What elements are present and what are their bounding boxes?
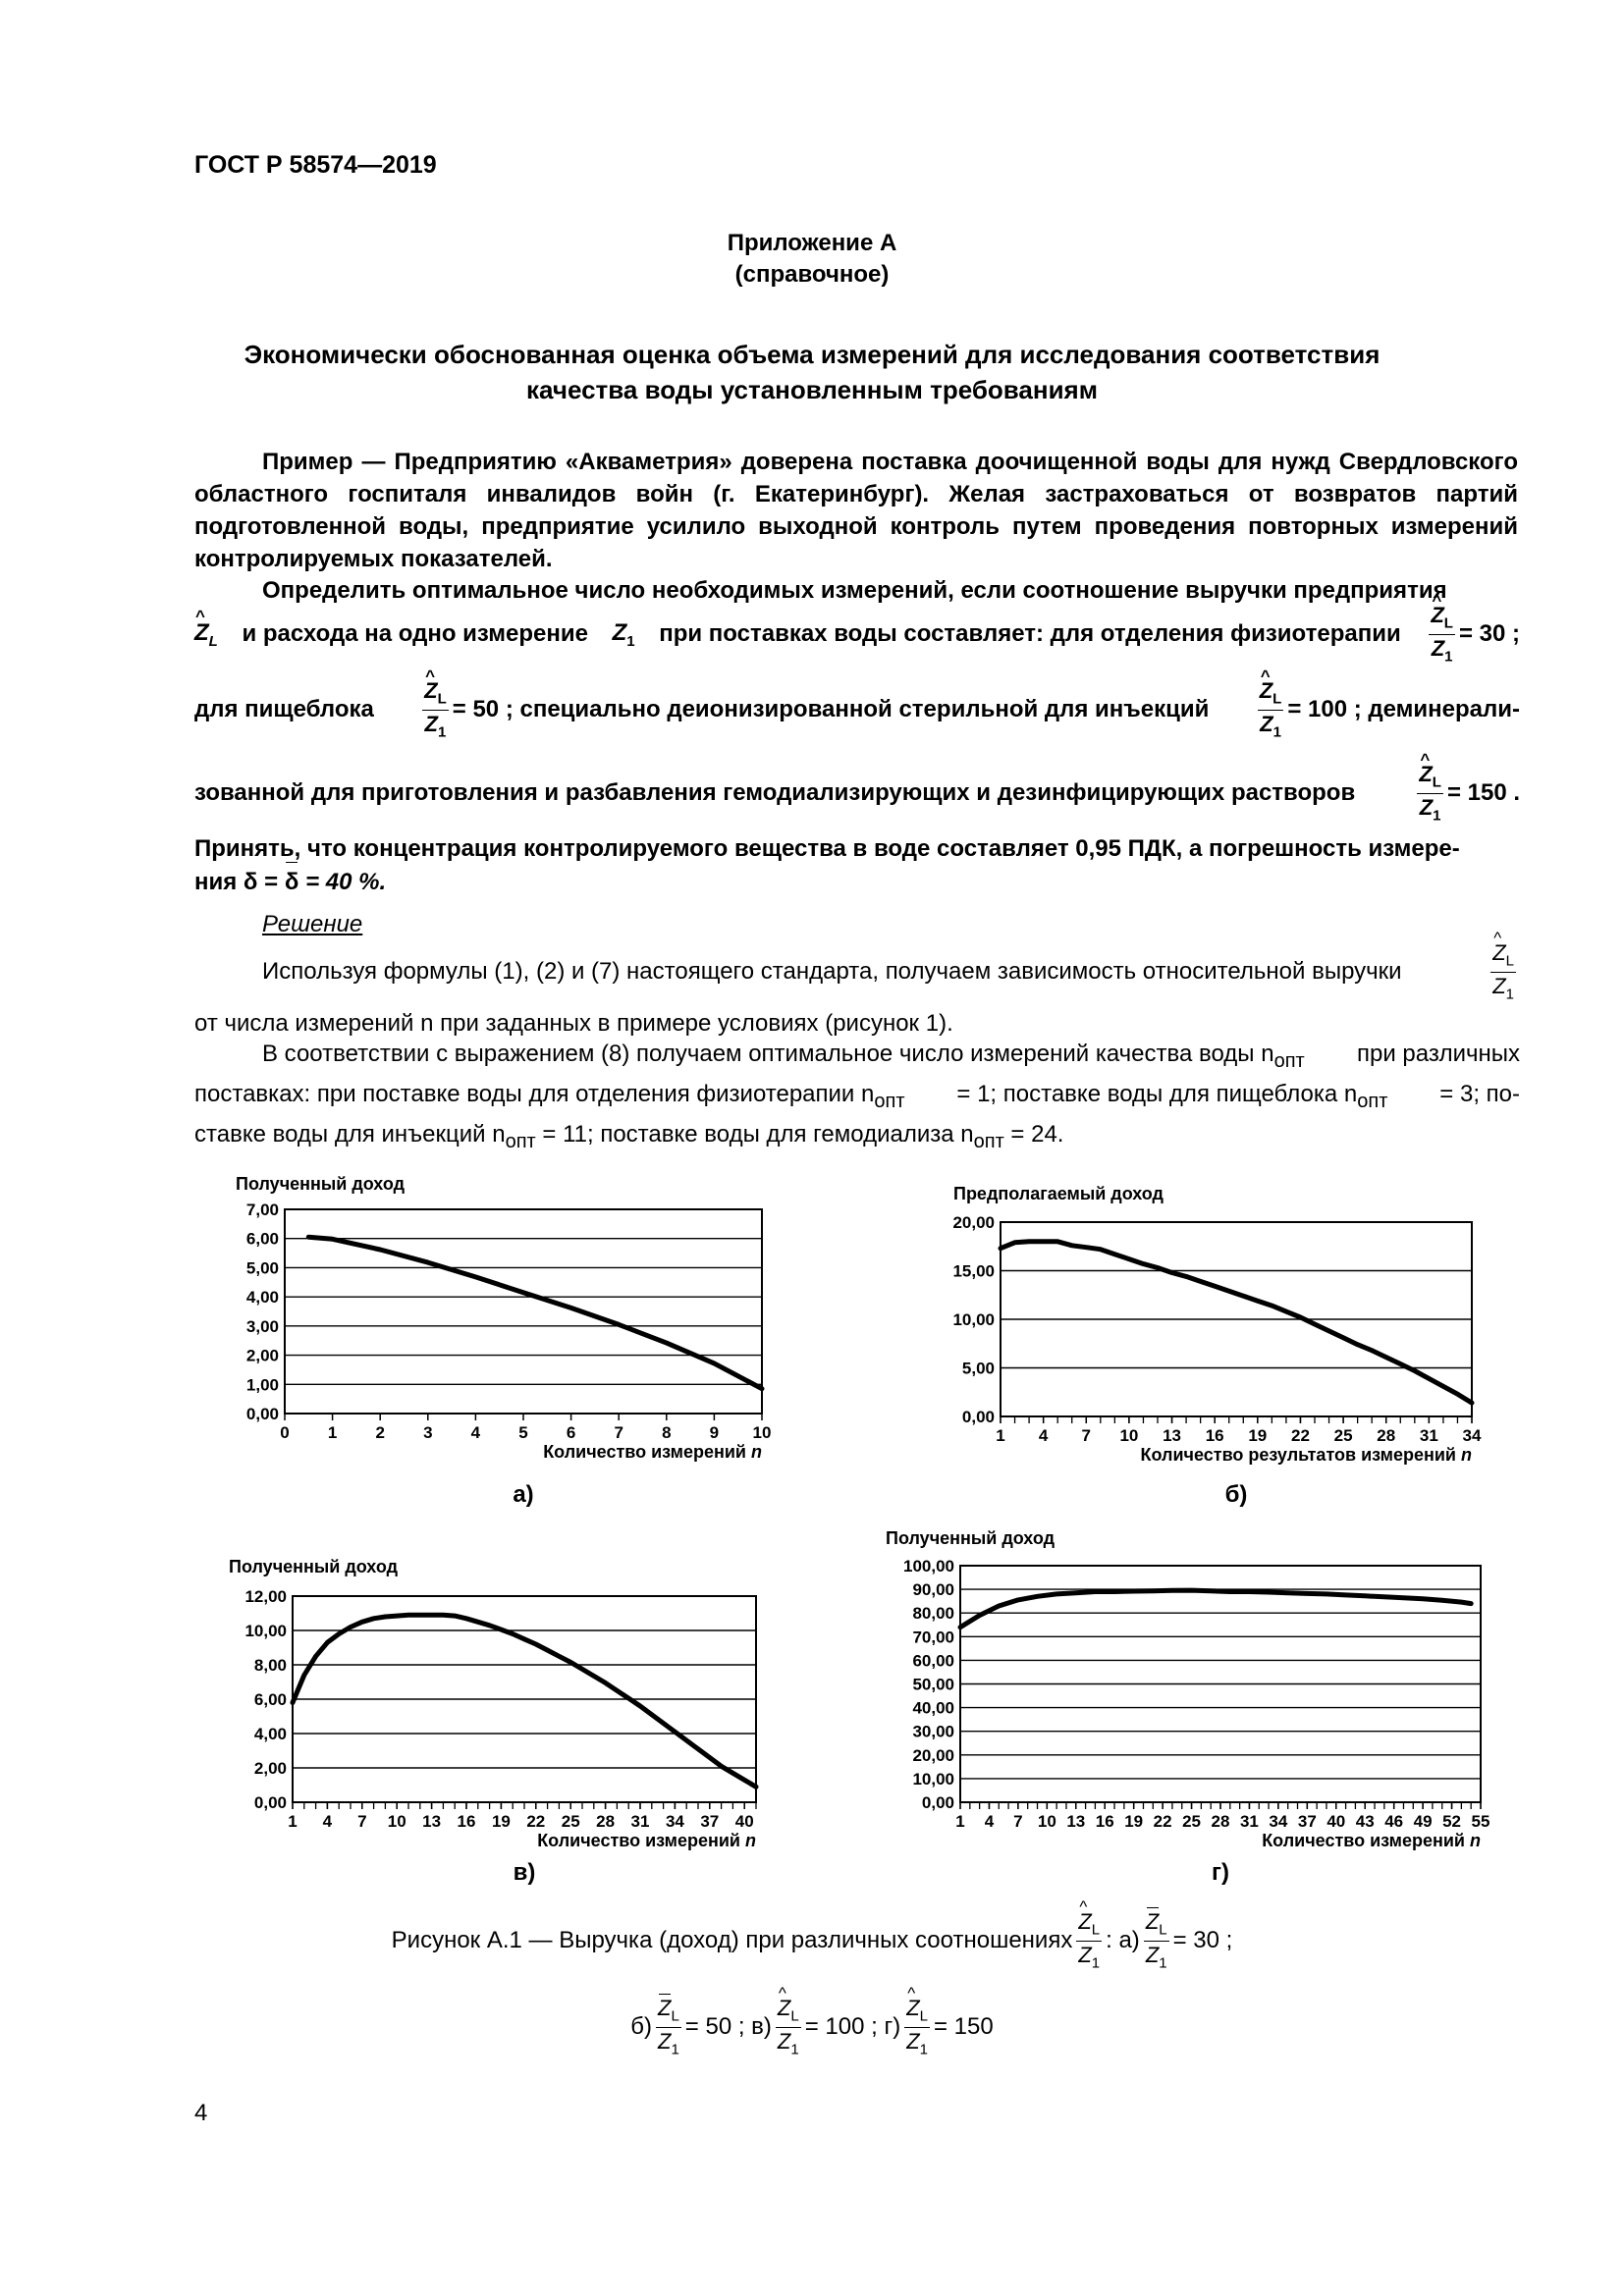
y-tick-label: 10,00: [952, 1310, 995, 1329]
y-tick-label: 4,00: [245, 1288, 279, 1308]
section-title-line1: Экономически обоснованная оценка объема измерений для исследования соответствия: [244, 340, 1380, 369]
series-line: [308, 1237, 762, 1389]
y-tick-label: 0,00: [253, 1793, 287, 1812]
y-tick-label: 10,00: [912, 1769, 954, 1789]
figure-caption-line2: [0, 1989, 1624, 2065]
y-tick-label: 3,00: [245, 1316, 279, 1336]
y-tick-label: 0,00: [245, 1405, 279, 1423]
ratio-text-food: для пищеблока: [194, 696, 374, 722]
x-tick-label: 5: [518, 1423, 528, 1442]
x-tick-label: 16: [457, 1812, 476, 1831]
caption-v-value: = 100 ; г): [804, 2013, 901, 2040]
caption-a-value: = 30 ;: [1172, 1927, 1233, 1953]
x-axis-title: Количество измерений n: [543, 1442, 762, 1462]
x-tick-label: 2: [375, 1423, 385, 1442]
y-tick-label: 12,00: [244, 1587, 287, 1606]
inline-math-zl: ^ $Z_L$: [194, 619, 218, 650]
fraction-zl-z1: ^ $\frac{Z_L}{Z_1}$: [904, 1998, 930, 2056]
fraction-zl-z1: ^ $\frac{Z_L}{Z_1}$: [1417, 764, 1443, 823]
y-axis-title: Полученный доход: [229, 1557, 399, 1576]
x-tick-label: 9: [709, 1423, 720, 1442]
x-tick-label: 13: [422, 1812, 442, 1831]
y-tick-label: 90,00: [912, 1580, 954, 1600]
caption-text: Рисунок А.1 — Выручка (доход) при различных соотношениях: [391, 1927, 1073, 1953]
x-tick-label: 34: [1462, 1426, 1482, 1445]
x-tick-label: 28: [1211, 1812, 1230, 1831]
x-tick-label: 10: [387, 1812, 406, 1831]
y-tick-label: 20,00: [952, 1213, 995, 1232]
caption-g-value: = 150: [934, 2013, 994, 2040]
x-tick-label: 1: [327, 1423, 338, 1442]
y-axis-title: Полученный доход: [236, 1174, 406, 1194]
chart-b: [952, 1184, 1482, 1508]
x-tick-label: 37: [1297, 1812, 1317, 1831]
fraction-zl-bar-z1: $\frac{Z_L}{Z_1}$: [658, 1996, 679, 2057]
page-number: 4: [194, 2100, 208, 2126]
x-tick-label: 16: [1205, 1426, 1224, 1445]
x-tick-label: 31: [1239, 1812, 1259, 1831]
appendix-type: (справочное): [734, 261, 890, 288]
panel-label: б): [1224, 1481, 1248, 1508]
y-tick-label: 50,00: [912, 1675, 954, 1694]
x-tick-label: 22: [1153, 1812, 1172, 1831]
ratio-physio-value: = 30 ;: [1458, 620, 1520, 647]
ratio-text-dialysis: зованной для приготовления и разбавления гемодиализирующих и дезинфицирующих растворов: [194, 779, 1356, 806]
inline-math-z1: $Z_1$: [612, 618, 635, 650]
x-tick-label: 49: [1413, 1812, 1433, 1831]
y-tick-label: 15,00: [952, 1261, 995, 1281]
x-axis-title: Количество измерений n: [1262, 1831, 1481, 1850]
y-tick-label: 1,00: [245, 1375, 279, 1395]
x-tick-label: 19: [1248, 1426, 1268, 1445]
y-tick-label: 6,00: [245, 1229, 279, 1249]
x-tick-label: 25: [561, 1812, 580, 1831]
x-tick-label: 4: [322, 1812, 333, 1831]
series-line: [293, 1615, 756, 1787]
solution-p2-line2: поставках: при поставке воды для отделения физиотерапии $n_{опт}$ = 1; поставке воды для пищеблока $n_{опт}$ = 3; по-: [194, 1080, 1520, 1112]
accuracy-value: = 40 %.: [305, 869, 387, 895]
ratio-injection-value: = 100 ; деминерали-: [1287, 696, 1520, 722]
x-tick-label: 4: [470, 1423, 481, 1442]
series-line: [1001, 1242, 1472, 1403]
document-code: ГОСТ Р 58574—2019: [194, 151, 437, 179]
example-task-text: Определить оптимальное число необходимых измерений, если соотношение выручки предприятия: [262, 577, 1447, 604]
y-tick-label: 5,00: [245, 1258, 279, 1278]
ratio-food-value: = 50 ; специально деионизированной стерильной для инъекций: [452, 696, 1210, 722]
x-tick-label: 28: [596, 1812, 616, 1831]
ratio-dialysis-value: = 150 .: [1446, 779, 1520, 806]
panel-label: г): [1212, 1859, 1229, 1886]
x-tick-label: 31: [630, 1812, 650, 1831]
chart-g: [886, 1528, 1489, 1886]
x-tick-label: 19: [491, 1812, 511, 1831]
caption-b-value: = 50 ; в): [684, 2013, 772, 2040]
solution-p2-line1: В соответствии с выражением (8) получаем оптимальное число измерений качества воды $n_{опт}$ при различных: [262, 1041, 1520, 1072]
plot-frame: [285, 1209, 762, 1414]
solution-p1-continuation: от числа измерений n при заданных в примере условиях (рисунок 1).: [194, 1010, 953, 1037]
x-tick-label: 3: [423, 1423, 433, 1442]
y-tick-label: 4,00: [253, 1725, 287, 1743]
fraction-zl-z1: ^ $\frac{Z_L}{Z_1}$: [1429, 605, 1455, 664]
x-tick-label: 22: [1290, 1426, 1310, 1445]
x-tick-label: 0: [280, 1423, 290, 1442]
x-tick-label: 28: [1377, 1426, 1396, 1445]
x-tick-label: 22: [526, 1812, 546, 1831]
x-tick-label: 7: [1081, 1426, 1092, 1445]
y-tick-label: 60,00: [912, 1651, 954, 1671]
fraction-zl-z1: ^ $\frac{Z_L}{Z_1}$: [1076, 1911, 1102, 1970]
x-tick-label: 1: [288, 1812, 298, 1831]
x-tick-label: 10: [752, 1423, 772, 1442]
y-tick-label: 8,00: [253, 1656, 287, 1675]
x-tick-label: 40: [1326, 1812, 1346, 1831]
x-tick-label: 34: [665, 1812, 684, 1831]
x-tick-label: 7: [357, 1812, 367, 1831]
y-tick-label: 0,00: [961, 1408, 995, 1426]
y-tick-label: 6,00: [253, 1690, 287, 1709]
y-tick-label: 100,00: [903, 1557, 954, 1575]
example-accuracy-line1: Принять, что концентрация контролируемого вещества в воде составляет 0,95 ПДК, а погрешность измере-: [194, 835, 1460, 862]
fraction-zl-z1: ^ $\frac{Z_L}{Z_1}$: [422, 680, 449, 739]
x-tick-label: 13: [1066, 1812, 1086, 1831]
x-tick-label: 13: [1163, 1426, 1182, 1445]
x-tick-label: 4: [984, 1812, 995, 1831]
fraction-zl-z1: ^ $\frac{Z_L}{Z_1}$: [1258, 680, 1284, 739]
x-tick-label: 8: [662, 1423, 672, 1442]
solution-heading: Решение: [262, 911, 363, 937]
x-tick-label: 43: [1355, 1812, 1375, 1831]
solution-p1-text: Используя формулы (1), (2) и (7) настоящего стандарта, получаем зависимость относительной выручки: [262, 958, 1402, 985]
ratio-text-b: при поставках воды составляет: для отделения физиотерапии: [659, 620, 1401, 647]
y-tick-label: 7,00: [245, 1201, 279, 1219]
y-tick-label: 40,00: [912, 1698, 954, 1718]
delta-bar: δ: [285, 866, 299, 898]
caption-mid: : а): [1106, 1927, 1140, 1953]
x-tick-label: 52: [1442, 1812, 1462, 1831]
y-tick-label: 10,00: [244, 1622, 287, 1640]
y-tick-label: 70,00: [912, 1628, 954, 1647]
caption-b: б): [630, 2013, 652, 2040]
x-tick-label: 55: [1471, 1812, 1490, 1831]
fraction-zl-bar-z1: $\frac{Z_L}{Z_1}$: [1145, 1909, 1167, 1971]
figure-caption-line1: [0, 1902, 1624, 1979]
x-tick-label: 31: [1419, 1426, 1438, 1445]
appendix-title: Приложение А: [727, 230, 897, 256]
fraction-zl-z1: ^ $\frac{Z_L}{Z_1}$: [1490, 942, 1516, 1001]
x-tick-label: 19: [1124, 1812, 1144, 1831]
accuracy-pre: ния δ =: [194, 869, 279, 895]
solution-p2-line3: ставке воды для инъекций $n_{опт} = 11$; поставке воды для гемодиализа $n_{опт} = 24$.: [194, 1120, 1064, 1152]
x-tick-label: 10: [1119, 1426, 1139, 1445]
x-axis-title: Количество результатов измерений n: [1140, 1445, 1472, 1465]
x-tick-label: 7: [1013, 1812, 1023, 1831]
x-axis-title: Количество измерений n: [537, 1831, 756, 1850]
x-tick-label: 40: [734, 1812, 754, 1831]
x-tick-label: 16: [1095, 1812, 1114, 1831]
y-axis-title: Предполагаемый доход: [953, 1184, 1164, 1203]
y-tick-label: 2,00: [245, 1346, 279, 1365]
section-title-line2: качества воды установленным требованиям: [526, 375, 1098, 404]
x-tick-label: 34: [1269, 1812, 1288, 1831]
x-tick-label: 25: [1182, 1812, 1202, 1831]
panel-label: а): [513, 1481, 534, 1508]
x-tick-label: 1: [955, 1812, 965, 1831]
chart-v: [229, 1557, 756, 1886]
chart-a: [236, 1174, 771, 1508]
series-line: [960, 1590, 1471, 1628]
ratio-text-a: и расхода на одно измерение: [242, 620, 588, 647]
y-tick-label: 20,00: [912, 1745, 954, 1765]
y-tick-label: 0,00: [921, 1793, 954, 1812]
y-tick-label: 2,00: [253, 1759, 287, 1778]
x-tick-label: 6: [566, 1423, 576, 1442]
example-paragraph: Пример — Предприятию «Акваметрия» доверена поставка доочищенной воды для нужд Свердловского областного госпиталя инвалидов войн (г. Екатеринбург). Желая застраховаться от возвратов партий подготовленной воды, предприятие усилило выходной контроль путем проведения повторных измерений контролируемых показателей.: [194, 449, 1518, 572]
x-tick-label: 46: [1384, 1812, 1404, 1831]
y-tick-label: 5,00: [961, 1359, 995, 1378]
x-tick-label: 25: [1333, 1426, 1353, 1445]
x-tick-label: 10: [1037, 1812, 1056, 1831]
x-tick-label: 4: [1038, 1426, 1049, 1445]
y-tick-label: 80,00: [912, 1604, 954, 1624]
x-tick-label: 7: [614, 1423, 623, 1442]
panel-label: в): [513, 1859, 536, 1886]
x-tick-label: 37: [700, 1812, 720, 1831]
x-tick-label: 1: [996, 1426, 1005, 1445]
y-axis-title: Полученный доход: [886, 1528, 1056, 1548]
y-tick-label: 30,00: [912, 1722, 954, 1741]
fraction-zl-z1: ^ $\frac{Z_L}{Z_1}$: [776, 1998, 801, 2056]
